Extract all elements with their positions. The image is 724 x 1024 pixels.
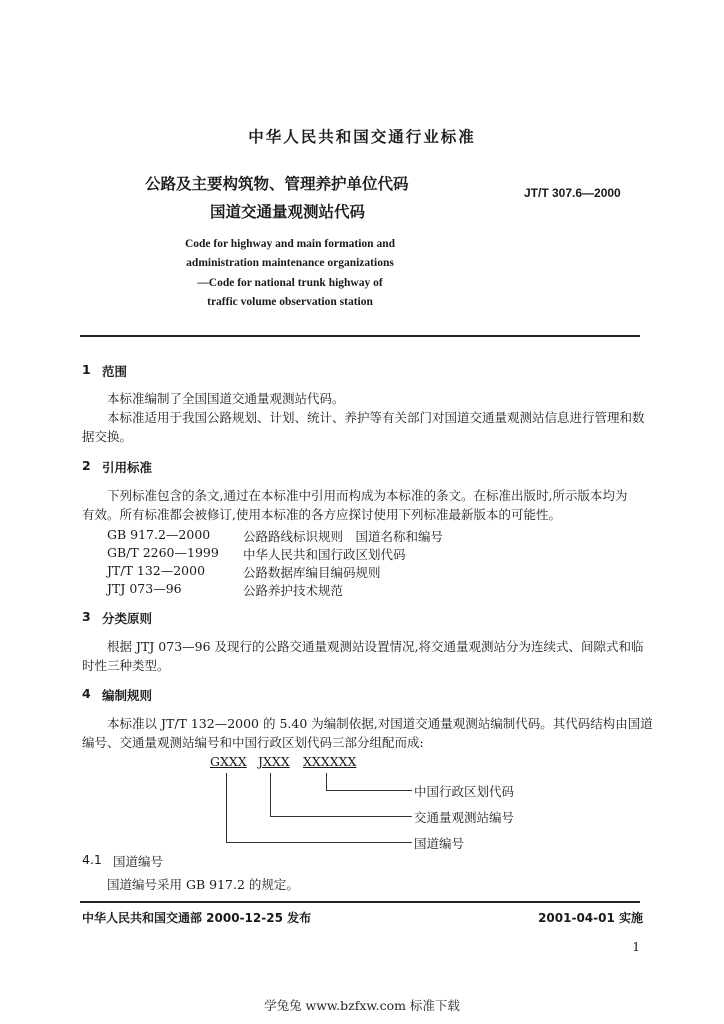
standard-number: JT/T 307.6—2000 (524, 186, 621, 200)
header-rule (80, 335, 640, 337)
section-2-paragraph-line2: 有效。所有标准都会被修订,使用本标准的各方应探讨使用下列标准最新版本的可能性。 (82, 507, 561, 522)
watermark-text: 学兔兔 www.bzfxw.com 标准下载 (264, 998, 460, 1013)
section-2-number: 2 (82, 458, 91, 473)
label-national-road-number: 国道编号 (414, 836, 465, 851)
label-station-number: 交通量观测站编号 (414, 810, 515, 825)
section-4-title: 编制规则 (102, 688, 153, 703)
section-1-title: 范围 (102, 364, 128, 379)
section-1-paragraph-2-line1: 本标准适用于我国公路规划、计划、统计、养护等有关部门对国道交通量观测站信息进行管理和数 (107, 410, 645, 425)
english-title-line3: —Code for national trunk highway of (197, 277, 383, 289)
section-1-paragraph-1: 本标准编制了全国国道交通量观测站代码。 (107, 391, 345, 406)
document-title-line1: 公路及主要构筑物、管理养护单位代码 (145, 175, 409, 193)
reference-code: JTJ 073—96 (107, 581, 182, 596)
reference-name: 公路路线标识规则 国道名称和编号 (243, 529, 444, 544)
label-admin-division-code: 中国行政区划代码 (414, 784, 515, 799)
page-number: 1 (632, 940, 640, 954)
reference-code: GB 917.2—2000 (107, 527, 211, 542)
reference-name: 公路养护技术规范 (243, 583, 344, 598)
code-segment-xxxxxx: XXXXXX (303, 754, 357, 769)
section-1-number: 1 (82, 362, 91, 377)
section-4-1-number: 4.1 (82, 852, 102, 867)
section-3-paragraph-line2: 时性三种类型。 (82, 658, 170, 673)
section-2-paragraph-line1: 下列标准包含的条文,通过在本标准中引用而构成为本标准的条文。在标准出版时,所示版本均为 (107, 488, 628, 503)
section-3-title: 分类原则 (102, 611, 153, 626)
english-title-line2: administration maintenance organizations (186, 257, 394, 269)
connector-horizontal (226, 842, 412, 843)
reference-code: JT/T 132—2000 (107, 563, 206, 578)
section-4-1-paragraph: 国道编号采用 GB 917.2 的规定。 (107, 877, 299, 892)
document-title-line2: 国道交通量观测站代码 (210, 203, 366, 221)
issuer-line: 中华人民共和国交通部 2000-12-25 发布 (82, 911, 312, 925)
standard-category: 中华人民共和国交通行业标准 (248, 128, 476, 146)
connector-vertical (226, 773, 227, 842)
section-2-title: 引用标准 (102, 460, 153, 475)
reference-code: GB/T 2260—1999 (107, 545, 219, 560)
reference-name: 公路数据库编目编码规则 (243, 565, 381, 580)
section-1-paragraph-2-line2: 据交换。 (82, 429, 133, 444)
effective-date-line: 2001-04-01 实施 (538, 911, 643, 925)
english-title-line4: traffic volume observation station (207, 296, 373, 308)
connector-vertical (326, 773, 327, 790)
section-3-number: 3 (82, 609, 91, 624)
code-segment-gxxx: GXXX (210, 754, 247, 769)
section-4-1-title: 国道编号 (113, 854, 164, 869)
english-title-line1: Code for highway and main formation and (184, 238, 395, 250)
connector-horizontal (326, 790, 412, 791)
connector-vertical (270, 773, 271, 816)
connector-horizontal (270, 816, 412, 817)
reference-name: 中华人民共和国行政区划代码 (243, 547, 406, 562)
footer-rule (80, 901, 640, 903)
section-3-paragraph-line1: 根据 JTJ 073—96 及现行的公路交通量观测站设置情况,将交通量观测站分为连续式、间隙式和临 (107, 639, 644, 654)
section-4-number: 4 (82, 686, 91, 701)
section-4-paragraph-line1: 本标准以 JT/T 132—2000 的 5.40 为编制依据,对国道交通量观测站编制代码。其代码结构由国道 (107, 716, 653, 731)
code-segment-jxxx: JXXX (258, 754, 290, 769)
section-4-paragraph-line2: 编号、交通量观测站编号和中国行政区划代码三部分组配而成: (82, 735, 424, 750)
